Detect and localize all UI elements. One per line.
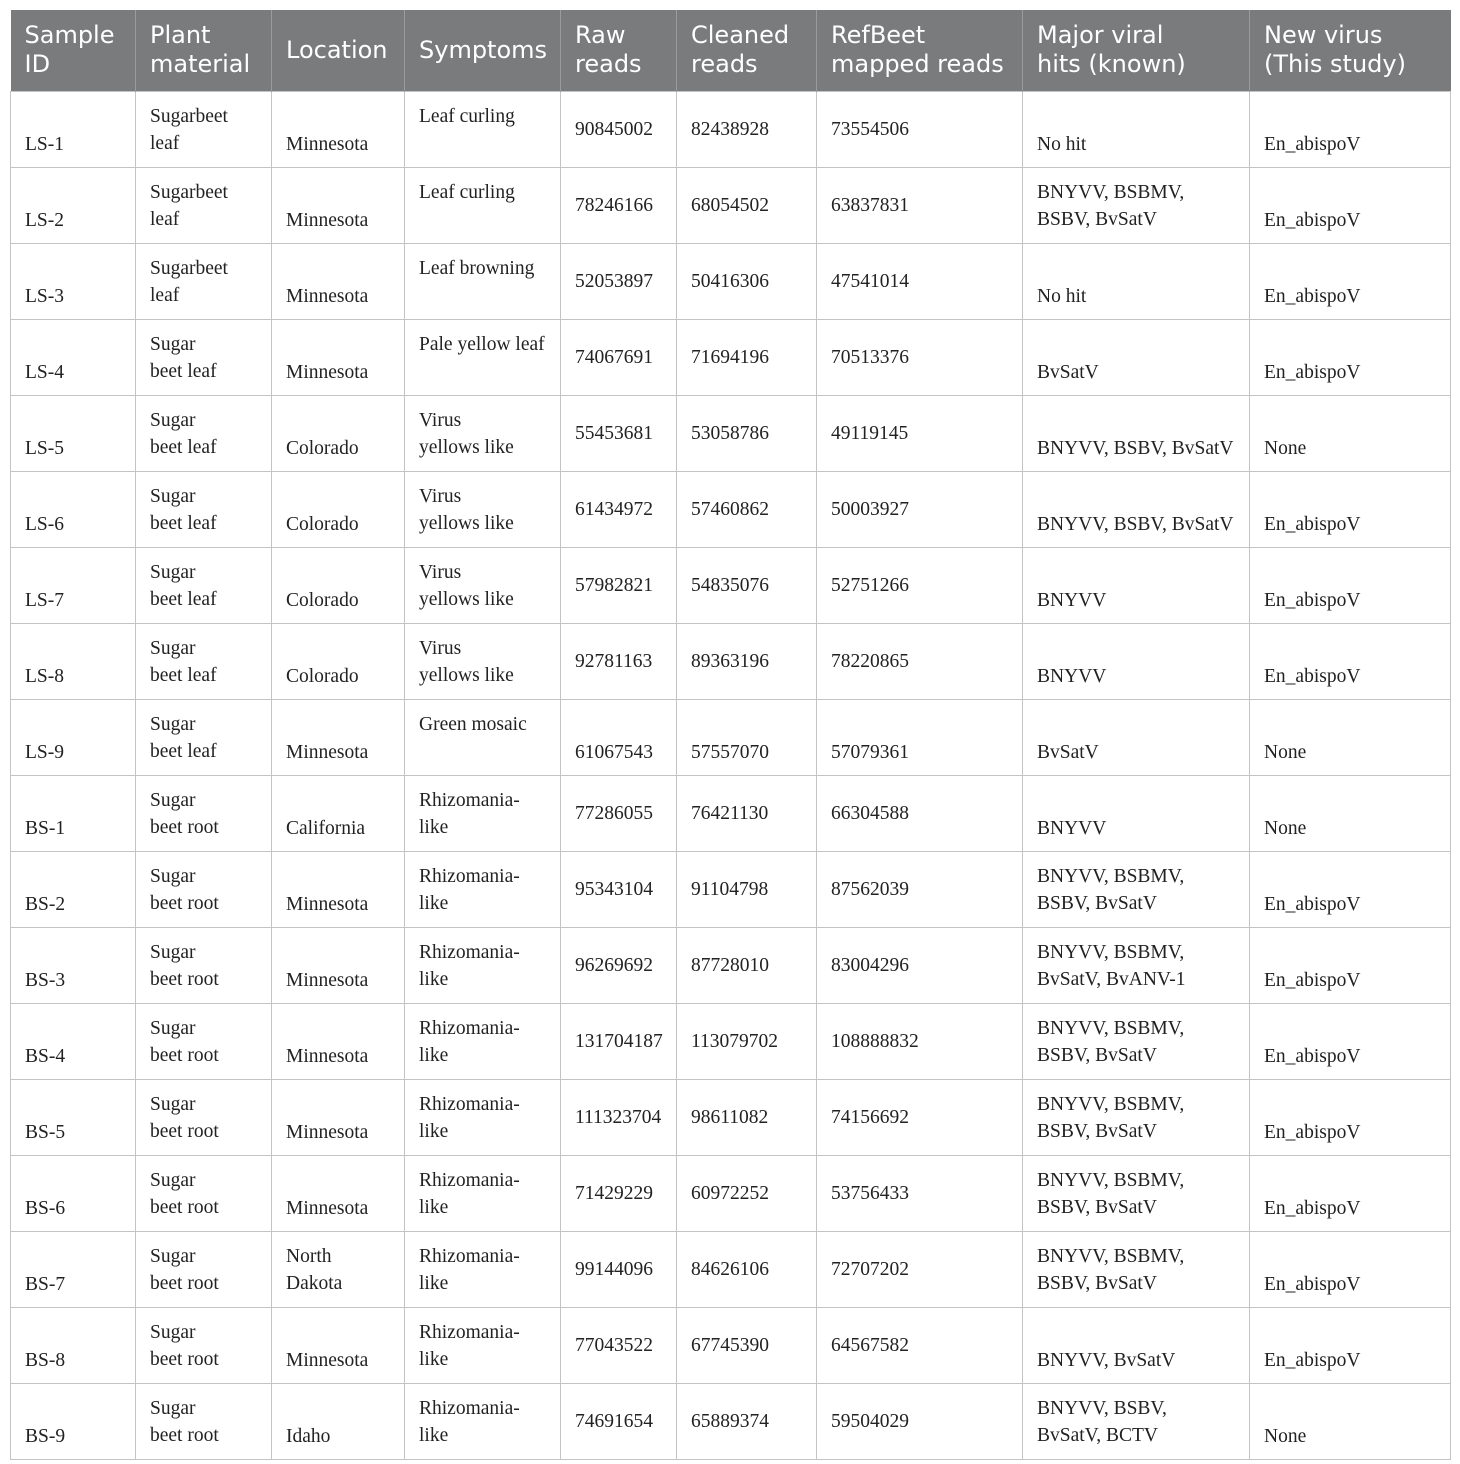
- cell-plant: Sugarbeet leaf: [136, 91, 272, 167]
- table-row: [11, 927, 1451, 1003]
- table-row: [11, 775, 1451, 851]
- cell-location: North Dakota: [272, 1231, 405, 1307]
- header-row: [11, 10, 1451, 91]
- cell-mapped-reads: 73554506: [817, 91, 1023, 167]
- cell-symptoms: Rhizomania- like: [405, 1307, 561, 1383]
- cell-cleaned-reads: 71694196: [677, 319, 817, 395]
- cell-sample-id: BS-7: [11, 1231, 136, 1307]
- cell-sample-id: LS-6: [11, 471, 136, 547]
- table-row: [11, 1003, 1451, 1079]
- cell-raw-reads: 61067543: [561, 699, 677, 775]
- table-row: [11, 851, 1451, 927]
- column-header-refbeet-mapped-reads: RefBeet mapped reads: [817, 10, 1023, 91]
- cell-cleaned-reads: 67745390: [677, 1307, 817, 1383]
- cell-symptoms: Rhizomania- like: [405, 1231, 561, 1307]
- cell-cleaned-reads: 113079702: [677, 1003, 817, 1079]
- cell-sample-id: BS-4: [11, 1003, 136, 1079]
- cell-mapped-reads: 53756433: [817, 1155, 1023, 1231]
- cell-location: Colorado: [272, 623, 405, 699]
- cell-viral-hits: BNYVV, BvSatV: [1023, 1307, 1250, 1383]
- cell-plant: Sugar beet root: [136, 1003, 272, 1079]
- cell-new-virus: En_abispoV: [1250, 1155, 1451, 1231]
- cell-location: Colorado: [272, 395, 405, 471]
- table-row: [11, 1079, 1451, 1155]
- cell-viral-hits: BNYVV, BSBMV, BvSatV, BvANV-1: [1023, 927, 1250, 1003]
- cell-viral-hits: BNYVV: [1023, 623, 1250, 699]
- cell-symptoms: Virus yellows like: [405, 547, 561, 623]
- cell-location: Colorado: [272, 547, 405, 623]
- cell-new-virus: En_abispoV: [1250, 243, 1451, 319]
- cell-new-virus: En_abispoV: [1250, 927, 1451, 1003]
- cell-viral-hits: No hit: [1023, 243, 1250, 319]
- cell-location: Minnesota: [272, 319, 405, 395]
- cell-new-virus: None: [1250, 395, 1451, 471]
- cell-symptoms: Pale yellow leaf: [405, 319, 561, 395]
- cell-sample-id: LS-3: [11, 243, 136, 319]
- table-row: [11, 395, 1451, 471]
- cell-symptoms: Leaf browning: [405, 243, 561, 319]
- cell-raw-reads: 131704187: [561, 1003, 677, 1079]
- cell-cleaned-reads: 65889374: [677, 1383, 817, 1459]
- cell-new-virus: En_abispoV: [1250, 1307, 1451, 1383]
- cell-plant: Sugar beet root: [136, 1079, 272, 1155]
- cell-new-virus: En_abispoV: [1250, 1231, 1451, 1307]
- cell-symptoms: Leaf curling: [405, 91, 561, 167]
- cell-raw-reads: 57982821: [561, 547, 677, 623]
- cell-mapped-reads: 108888832: [817, 1003, 1023, 1079]
- cell-viral-hits: BNYVV: [1023, 547, 1250, 623]
- column-header-raw-reads: Raw reads: [561, 10, 677, 91]
- cell-raw-reads: 77043522: [561, 1307, 677, 1383]
- cell-cleaned-reads: 50416306: [677, 243, 817, 319]
- cell-location: Minnesota: [272, 1155, 405, 1231]
- cell-raw-reads: 111323704: [561, 1079, 677, 1155]
- cell-new-virus: En_abispoV: [1250, 1079, 1451, 1155]
- cell-raw-reads: 61434972: [561, 471, 677, 547]
- cell-symptoms: Leaf curling: [405, 167, 561, 243]
- cell-viral-hits: BNYVV, BSBV, BvSatV, BCTV: [1023, 1383, 1250, 1459]
- cell-sample-id: LS-9: [11, 699, 136, 775]
- cell-sample-id: BS-6: [11, 1155, 136, 1231]
- cell-plant: Sugar beet leaf: [136, 395, 272, 471]
- cell-mapped-reads: 64567582: [817, 1307, 1023, 1383]
- cell-sample-id: BS-5: [11, 1079, 136, 1155]
- table-row: [11, 699, 1451, 775]
- cell-sample-id: BS-3: [11, 927, 136, 1003]
- cell-cleaned-reads: 87728010: [677, 927, 817, 1003]
- cell-cleaned-reads: 57557070: [677, 699, 817, 775]
- cell-plant: Sugar beet leaf: [136, 547, 272, 623]
- cell-mapped-reads: 74156692: [817, 1079, 1023, 1155]
- cell-cleaned-reads: 60972252: [677, 1155, 817, 1231]
- table-body: [11, 91, 1451, 1459]
- cell-raw-reads: 77286055: [561, 775, 677, 851]
- cell-viral-hits: BNYVV, BSBV, BvSatV: [1023, 471, 1250, 547]
- cell-symptoms: Rhizomania- like: [405, 851, 561, 927]
- cell-sample-id: LS-7: [11, 547, 136, 623]
- cell-new-virus: En_abispoV: [1250, 1003, 1451, 1079]
- cell-sample-id: BS-2: [11, 851, 136, 927]
- cell-mapped-reads: 63837831: [817, 167, 1023, 243]
- cell-viral-hits: BNYVV, BSBMV, BSBV, BvSatV: [1023, 1231, 1250, 1307]
- cell-symptoms: Green mosaic: [405, 699, 561, 775]
- cell-location: Minnesota: [272, 243, 405, 319]
- cell-location: Minnesota: [272, 167, 405, 243]
- cell-plant: Sugar beet leaf: [136, 319, 272, 395]
- table-row: [11, 623, 1451, 699]
- column-header-cleaned-reads: Cleaned reads: [677, 10, 817, 91]
- column-header-sample-id: Sample ID: [11, 10, 136, 91]
- cell-viral-hits: BNYVV, BSBMV, BSBV, BvSatV: [1023, 1079, 1250, 1155]
- table-row: [11, 471, 1451, 547]
- cell-sample-id: LS-8: [11, 623, 136, 699]
- cell-raw-reads: 74067691: [561, 319, 677, 395]
- cell-plant: Sugar beet root: [136, 851, 272, 927]
- cell-mapped-reads: 50003927: [817, 471, 1023, 547]
- cell-sample-id: BS-9: [11, 1383, 136, 1459]
- cell-sample-id: BS-8: [11, 1307, 136, 1383]
- cell-symptoms: Rhizomania- like: [405, 1155, 561, 1231]
- cell-plant: Sugar beet leaf: [136, 699, 272, 775]
- cell-mapped-reads: 49119145: [817, 395, 1023, 471]
- cell-plant: Sugar beet root: [136, 775, 272, 851]
- cell-cleaned-reads: 68054502: [677, 167, 817, 243]
- cell-new-virus: En_abispoV: [1250, 547, 1451, 623]
- column-header-location: Location: [272, 10, 405, 91]
- cell-location: Minnesota: [272, 1079, 405, 1155]
- cell-location: Minnesota: [272, 699, 405, 775]
- cell-viral-hits: No hit: [1023, 91, 1250, 167]
- column-header-new-virus: New virus (This study): [1250, 10, 1451, 91]
- cell-mapped-reads: 59504029: [817, 1383, 1023, 1459]
- cell-mapped-reads: 83004296: [817, 927, 1023, 1003]
- cell-new-virus: En_abispoV: [1250, 91, 1451, 167]
- cell-cleaned-reads: 54835076: [677, 547, 817, 623]
- cell-plant: Sugarbeet leaf: [136, 167, 272, 243]
- table-row: [11, 1231, 1451, 1307]
- cell-raw-reads: 71429229: [561, 1155, 677, 1231]
- cell-raw-reads: 52053897: [561, 243, 677, 319]
- cell-mapped-reads: 72707202: [817, 1231, 1023, 1307]
- cell-new-virus: En_abispoV: [1250, 623, 1451, 699]
- table-row: [11, 547, 1451, 623]
- cell-sample-id: BS-1: [11, 775, 136, 851]
- cell-mapped-reads: 66304588: [817, 775, 1023, 851]
- column-header-major-viral-hits: Major viral hits (known): [1023, 10, 1250, 91]
- table-row: [11, 167, 1451, 243]
- table-row: [11, 91, 1451, 167]
- cell-mapped-reads: 57079361: [817, 699, 1023, 775]
- cell-raw-reads: 92781163: [561, 623, 677, 699]
- cell-mapped-reads: 70513376: [817, 319, 1023, 395]
- cell-symptoms: Virus yellows like: [405, 471, 561, 547]
- cell-new-virus: En_abispoV: [1250, 167, 1451, 243]
- cell-cleaned-reads: 82438928: [677, 91, 817, 167]
- cell-mapped-reads: 87562039: [817, 851, 1023, 927]
- table-container: [10, 10, 1451, 1460]
- table-row: [11, 1307, 1451, 1383]
- cell-symptoms: Rhizomania- like: [405, 1383, 561, 1459]
- cell-cleaned-reads: 57460862: [677, 471, 817, 547]
- cell-cleaned-reads: 76421130: [677, 775, 817, 851]
- cell-symptoms: Virus yellows like: [405, 623, 561, 699]
- cell-plant: Sugar beet root: [136, 927, 272, 1003]
- cell-raw-reads: 78246166: [561, 167, 677, 243]
- cell-cleaned-reads: 89363196: [677, 623, 817, 699]
- cell-plant: Sugar beet root: [136, 1155, 272, 1231]
- cell-plant: Sugarbeet leaf: [136, 243, 272, 319]
- cell-cleaned-reads: 84626106: [677, 1231, 817, 1307]
- cell-location: Minnesota: [272, 1307, 405, 1383]
- cell-new-virus: None: [1250, 775, 1451, 851]
- cell-cleaned-reads: 53058786: [677, 395, 817, 471]
- table-row: [11, 243, 1451, 319]
- cell-mapped-reads: 47541014: [817, 243, 1023, 319]
- cell-raw-reads: 55453681: [561, 395, 677, 471]
- sample-table: [10, 10, 1451, 1460]
- cell-new-virus: En_abispoV: [1250, 319, 1451, 395]
- cell-plant: Sugar beet root: [136, 1307, 272, 1383]
- cell-raw-reads: 90845002: [561, 91, 677, 167]
- cell-symptoms: Virus yellows like: [405, 395, 561, 471]
- cell-location: Colorado: [272, 471, 405, 547]
- cell-mapped-reads: 52751266: [817, 547, 1023, 623]
- cell-sample-id: LS-1: [11, 91, 136, 167]
- cell-plant: Sugar beet leaf: [136, 471, 272, 547]
- cell-raw-reads: 95343104: [561, 851, 677, 927]
- cell-sample-id: LS-5: [11, 395, 136, 471]
- cell-plant: Sugar beet leaf: [136, 623, 272, 699]
- cell-raw-reads: 96269692: [561, 927, 677, 1003]
- cell-location: Idaho: [272, 1383, 405, 1459]
- cell-cleaned-reads: 98611082: [677, 1079, 817, 1155]
- cell-raw-reads: 74691654: [561, 1383, 677, 1459]
- cell-location: Minnesota: [272, 927, 405, 1003]
- cell-sample-id: LS-4: [11, 319, 136, 395]
- cell-viral-hits: BNYVV, BSBMV, BSBV, BvSatV: [1023, 1003, 1250, 1079]
- column-header-symptoms: Symptoms: [405, 10, 561, 91]
- cell-raw-reads: 99144096: [561, 1231, 677, 1307]
- cell-new-virus: En_abispoV: [1250, 851, 1451, 927]
- table-row: [11, 1155, 1451, 1231]
- cell-plant: Sugar beet root: [136, 1231, 272, 1307]
- cell-viral-hits: BNYVV, BSBMV, BSBV, BvSatV: [1023, 167, 1250, 243]
- table-row: [11, 1383, 1451, 1459]
- cell-symptoms: Rhizomania- like: [405, 1003, 561, 1079]
- cell-viral-hits: BNYVV, BSBMV, BSBV, BvSatV: [1023, 851, 1250, 927]
- cell-viral-hits: BNYVV, BSBMV, BSBV, BvSatV: [1023, 1155, 1250, 1231]
- column-header-plant-material: Plant material: [136, 10, 272, 91]
- cell-viral-hits: BvSatV: [1023, 319, 1250, 395]
- cell-new-virus: None: [1250, 699, 1451, 775]
- cell-sample-id: LS-2: [11, 167, 136, 243]
- cell-symptoms: Rhizomania- like: [405, 927, 561, 1003]
- cell-location: Minnesota: [272, 91, 405, 167]
- cell-location: Minnesota: [272, 851, 405, 927]
- cell-viral-hits: BNYVV: [1023, 775, 1250, 851]
- cell-symptoms: Rhizomania- like: [405, 775, 561, 851]
- cell-cleaned-reads: 91104798: [677, 851, 817, 927]
- table-row: [11, 319, 1451, 395]
- cell-location: California: [272, 775, 405, 851]
- cell-location: Minnesota: [272, 1003, 405, 1079]
- cell-mapped-reads: 78220865: [817, 623, 1023, 699]
- cell-symptoms: Rhizomania- like: [405, 1079, 561, 1155]
- cell-viral-hits: BvSatV: [1023, 699, 1250, 775]
- cell-plant: Sugar beet root: [136, 1383, 272, 1459]
- cell-new-virus: None: [1250, 1383, 1451, 1459]
- cell-new-virus: En_abispoV: [1250, 471, 1451, 547]
- cell-viral-hits: BNYVV, BSBV, BvSatV: [1023, 395, 1250, 471]
